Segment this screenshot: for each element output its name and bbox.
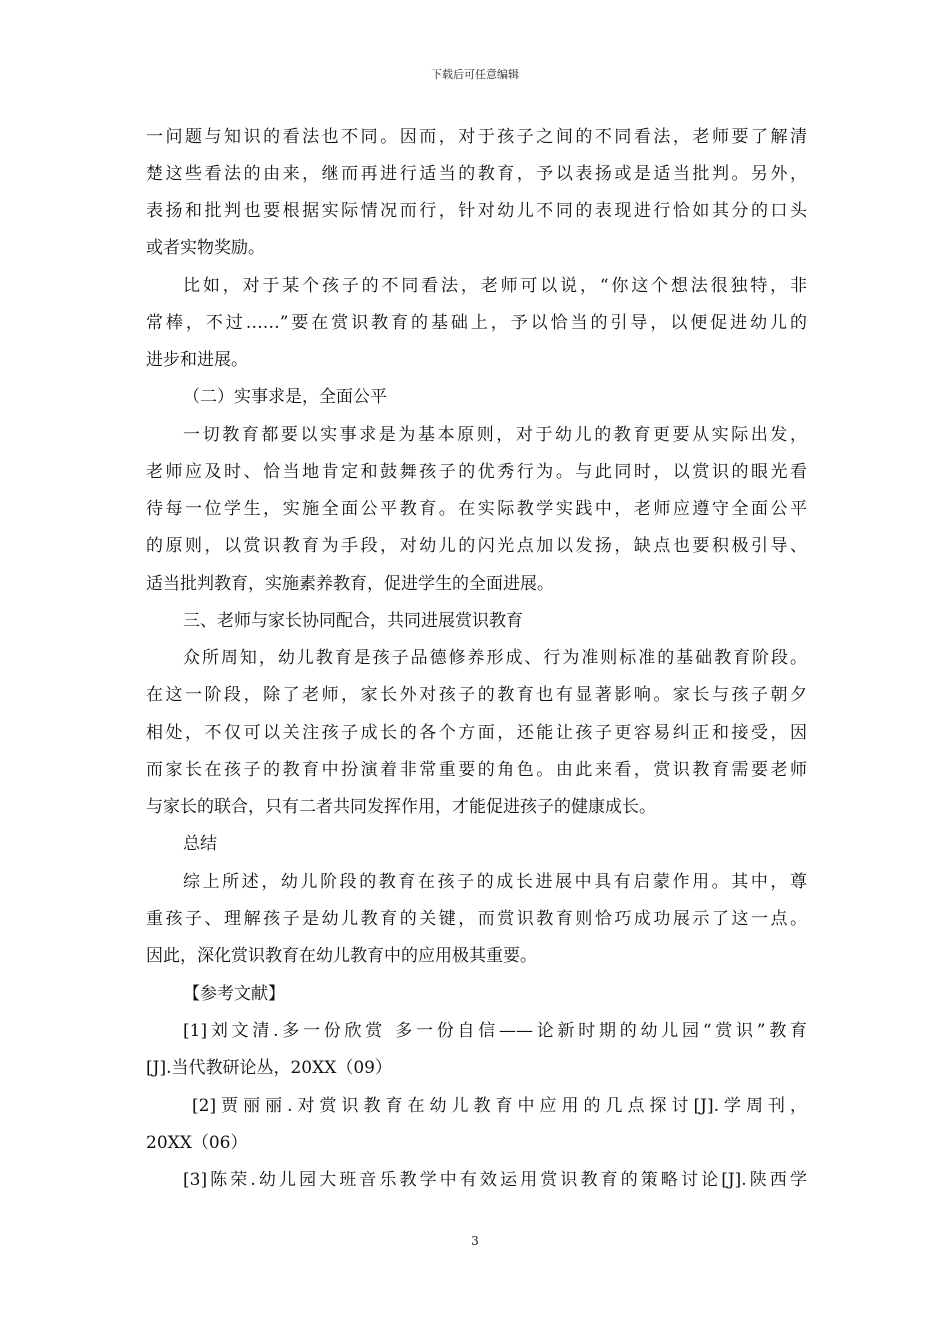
body-text-line: 表扬和批判也要根据实际情况而行，针对幼儿不同的表现进行恰如其分的口头 [146,201,807,221]
body-text-line: 在这一阶段，除了老师，家长外对孩子的教育也有显著影响。家长与孩子朝夕 [146,685,807,705]
paragraph-first-line: 众所周知，幼儿教育是孩子品德修养形成、行为准则标准的基础教育阶段。 [183,648,807,668]
reference-item-continued: 20XX（06） [146,1133,248,1153]
body-text-line: 适当批判教育，实施素养教育，促进学生的全面进展。 [146,574,554,594]
reference-item: [1]刘文清.多一份欣赏 多一份自信——论新时期的幼儿园“赏识”教育 [183,1021,807,1041]
body-text-line: 进步和进展。 [146,350,248,370]
body-text-line: 相处，不仅可以关注孩子成长的各个方面，还能让孩子更容易纠正和接受，因 [146,723,807,743]
page-number: 3 [471,1234,479,1248]
body-text-line: 的原则，以赏识教育为手段，对幼儿的闪光点加以发扬，缺点也要积极引导、 [146,536,807,556]
page-header: 下载后可任意编辑 [431,68,519,81]
body-text-line: 与家长的联合，只有二者共同发挥作用，才能促进孩子的健康成长。 [146,797,656,817]
paragraph-first-line: 综上所述，幼儿阶段的教育在孩子的成长进展中具有启蒙作用。其中，尊 [183,872,807,892]
body-text-line: 待每一位学生，实施全面公平教育。在实际教学实践中，老师应遵守全面公平 [146,499,807,519]
section-heading: 总结 [183,834,217,854]
body-text-line: 重孩子、理解孩子是幼儿教育的关键，而赏识教育则恰巧成功展示了这一点。 [146,909,807,929]
body-text-line: 或者实物奖励。 [146,238,265,258]
body-text-line: 老师应及时、恰当地肯定和鼓舞孩子的优秀行为。与此同时，以赏识的眼光看 [146,462,807,482]
body-text-line: 常棒，不过……”要在赏识教育的基础上，予以恰当的引导，以便促进幼儿的 [146,313,807,333]
reference-item: [3]陈荣.幼儿园大班音乐教学中有效运用赏识教育的策略讨论[J].陕西学 [183,1170,807,1190]
reference-item: [2]贾丽丽.对赏识教育在幼儿教育中应用的几点探讨[J].学周刊， [192,1096,807,1116]
paragraph-first-line: 一切教育都要以实事求是为基本原则，对于幼儿的教育更要从实际出发， [183,425,807,445]
body-text-line: 楚这些看法的由来，继而再进行适当的教育，予以表扬或是适当批判。另外， [146,164,807,184]
body-text-line: 而家长在孩子的教育中扮演着非常重要的角色。由此来看，赏识教育需要老师 [146,760,807,780]
references-heading: 【参考文献】 [183,984,285,1004]
body-text-line: 一问题与知识的看法也不同。因而，对于孩子之间的不同看法，老师要了解清 [146,127,807,147]
section-heading: （二）实事求是，全面公平 [183,387,387,407]
body-text-line: 因此，深化赏识教育在幼儿教育中的应用极其重要。 [146,946,537,966]
reference-item-continued: [J].当代教研论丛，20XX（09） [146,1058,392,1078]
paragraph-first-line: 比如，对于某个孩子的不同看法，老师可以说，“你这个想法很独特，非 [183,276,807,296]
section-heading: 三、老师与家长协同配合，共同进展赏识教育 [183,611,523,631]
